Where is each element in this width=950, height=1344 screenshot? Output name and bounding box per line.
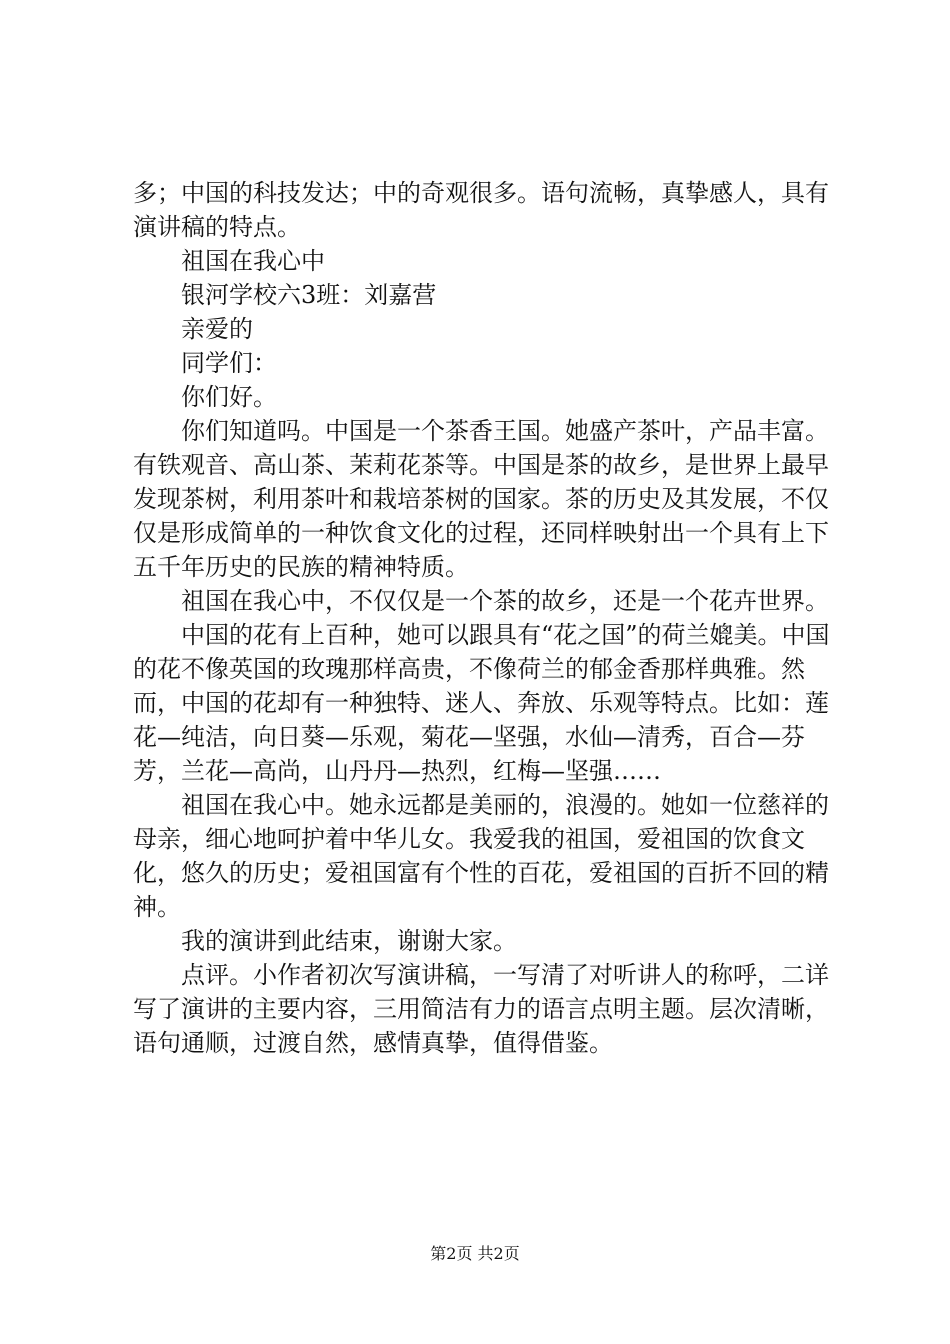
paragraph-motherland: 祖国在我心中。她永远都是美丽的，浪漫的。她如一位慈祥的母亲，细心地呵护着中华儿女。我爱我的祖国，爱祖国的饮食文化，悠久的历史；爱祖国富有个性的百花，爱祖国的百折不回的精神。 — [133, 791, 829, 921]
greeting-line-3: 你们好。 — [181, 383, 277, 411]
speech-title: 祖国在我心中 — [181, 247, 325, 275]
document-body — [133, 176, 851, 1060]
paragraph-flower-world: 祖国在我心中，不仅仅是一个茶的故乡，还是一个花卉世界。 — [181, 587, 829, 615]
paragraph-closing: 我的演讲到此结束，谢谢大家。 — [181, 927, 517, 955]
greeting-line-2: 同学们： — [181, 349, 277, 377]
paragraph-tea: 你们知道吗。中国是一个茶香王国。她盛产茶叶，产品丰富。有铁观音、高山茶、茉莉花茶等。中国是茶的故乡，是世界上最早发现茶树，利用茶叶和栽培茶树的国家。茶的历史及其发展，不仅仅是形成简单的一种饮食文化的过程，还同样映射出一个具有上下五千年历史的民族的精神特质。 — [133, 417, 829, 581]
greeting-line-1: 亲爱的 — [181, 315, 253, 343]
page-footer: 第2页 共2页 — [430, 1244, 520, 1263]
paragraph-continuation: 多；中国的科技发达；中的奇观很多。语句流畅，真挚感人，具有演讲稿的特点。 — [133, 179, 829, 241]
paragraph-comment: 点评。小作者初次写演讲稿，一写清了对听讲人的称呼，二详写了演讲的主要内容，三用简洁有力的语言点明主题。层次清晰，语句通顺，过渡自然，感情真挚，值得借鉴。 — [133, 961, 829, 1057]
paragraph-flowers: 中国的花有上百种，她可以跟具有“花之国”的荷兰媲美。中国的花不像英国的玫瑰那样高贵，不像荷兰的郁金香那样典雅。然而，中国的花却有一种独特、迷人、奔放、乐观等特点。比如：莲花—纯洁，向日葵—乐观，菊花—坚强，水仙—清秀，百合—芬芳，兰花—高尚，山丹丹—热烈，红梅—坚强…… — [133, 621, 830, 785]
author-line: 银河学校六3班：刘嘉营 — [181, 281, 437, 309]
